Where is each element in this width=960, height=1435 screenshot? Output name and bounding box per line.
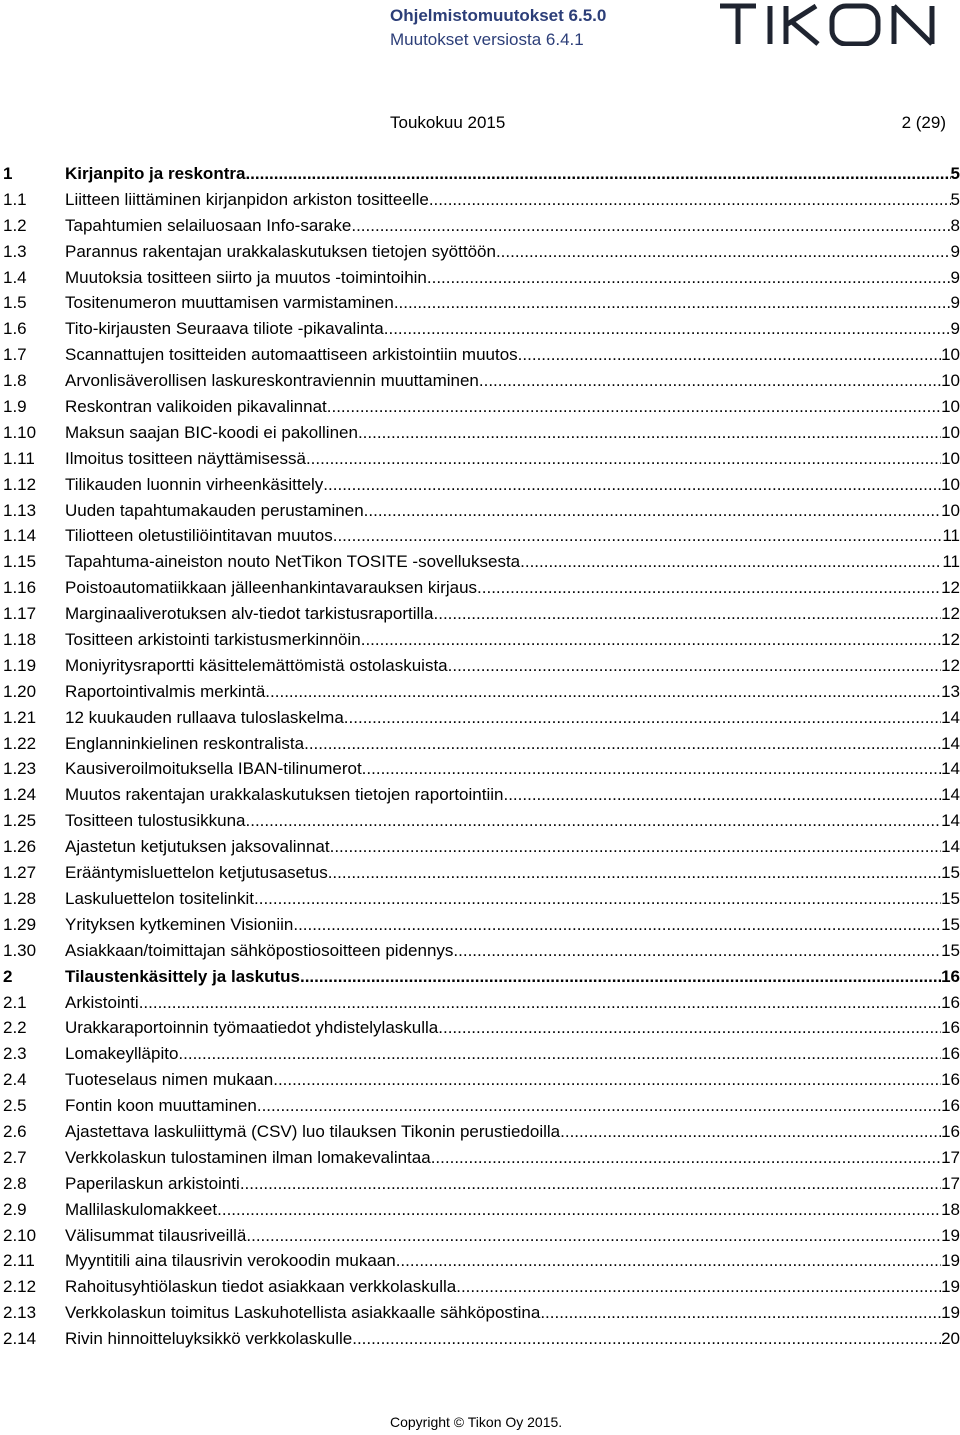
toc-entry[interactable] <box>3 549 960 575</box>
toc-entry[interactable] <box>3 265 960 291</box>
toc-entry-page[interactable]: 5 <box>950 189 960 209</box>
toc-dot-leader <box>240 1171 941 1197</box>
toc-entry-number: 1.16 <box>3 578 37 598</box>
toc-dot-leader <box>479 368 941 394</box>
table-of-contents <box>3 161 960 1352</box>
toc-entry-page[interactable]: 9 <box>950 293 960 313</box>
toc-entry-page[interactable]: 14 <box>941 759 960 779</box>
toc-entry-number: 2.14 <box>3 1329 37 1349</box>
toc-entry-number: 1.9 <box>3 397 27 417</box>
toc-entry[interactable] <box>3 239 960 265</box>
toc-entry-page[interactable]: 9 <box>950 267 960 287</box>
toc-entry[interactable] <box>3 1223 960 1249</box>
toc-dot-leader <box>453 938 941 964</box>
toc-entry-title[interactable]: Kirjanpito ja reskontra <box>65 164 246 183</box>
toc-entry-title[interactable]: Uuden tapahtumakauden perustaminen <box>65 500 364 520</box>
toc-entry[interactable] <box>3 886 960 912</box>
toc-dot-leader <box>254 886 941 912</box>
toc-entry-number: 1.4 <box>3 267 27 287</box>
toc-entry[interactable] <box>3 472 960 498</box>
toc-dot-leader <box>323 472 941 498</box>
toc-entry-number: 1.6 <box>3 319 27 339</box>
toc-entry[interactable] <box>3 342 960 368</box>
toc-entry-number: 1.12 <box>3 474 37 494</box>
toc-dot-leader <box>438 1015 941 1041</box>
copyright-notice: Copyright © Tikon Oy 2015. <box>390 1414 563 1430</box>
toc-entry[interactable] <box>3 782 960 808</box>
toc-entry-number: 2.11 <box>3 1251 35 1271</box>
toc-entry-page[interactable]: 14 <box>941 707 960 727</box>
toc-entry-number: 1.20 <box>3 681 37 701</box>
toc-entry[interactable] <box>3 1248 960 1274</box>
toc-dot-leader <box>327 394 941 420</box>
toc-entry-number: 1.30 <box>3 940 37 960</box>
toc-entry-number: 1.28 <box>3 888 37 908</box>
toc-entry-number: 2.7 <box>3 1147 27 1167</box>
toc-entry-number: 1.18 <box>3 630 37 650</box>
toc-entry-page[interactable]: 15 <box>941 863 960 883</box>
toc-entry-title[interactable]: Välisummat tilausriveillä <box>65 1225 247 1245</box>
toc-entry[interactable] <box>3 446 960 472</box>
toc-dot-leader <box>520 549 942 575</box>
toc-entry[interactable] <box>3 1171 960 1197</box>
toc-entry-page[interactable]: 20 <box>941 1329 960 1349</box>
toc-dot-leader <box>304 731 941 757</box>
toc-dot-leader <box>362 756 941 782</box>
toc-entry-page[interactable]: 16 <box>941 1070 960 1090</box>
toc-entry[interactable] <box>3 808 960 834</box>
toc-dot-leader <box>448 653 941 679</box>
toc-dot-leader <box>344 705 941 731</box>
tikon-logo <box>718 2 940 46</box>
document-subtitle: Muutokset versiosta 6.4.1 <box>390 30 584 49</box>
toc-entry-title[interactable]: Maksun saajan BIC-koodi ei pakollinen <box>65 422 358 442</box>
toc-entry-title[interactable]: Tuoteselaus nimen mukaan <box>65 1070 274 1090</box>
toc-entry-title[interactable]: 12 kuukauden rullaava tuloslaskelma <box>65 707 344 727</box>
toc-entry-title[interactable]: Tapahtumien selailuosaan Info-sarake. <box>65 215 357 235</box>
toc-entry[interactable] <box>3 420 960 446</box>
toc-entry-page[interactable]: 19 <box>941 1225 960 1245</box>
toc-entry-page[interactable]: 8 <box>950 215 960 235</box>
toc-entry-title[interactable]: Yrityksen kytkeminen Visioniin <box>65 914 294 934</box>
toc-entry-page[interactable]: 18 <box>941 1199 960 1219</box>
toc-entry-page[interactable]: 11 <box>942 552 960 572</box>
toc-entry-title[interactable]: Lomakeylläpito <box>65 1044 179 1064</box>
toc-entry-number: 1.2 <box>3 215 27 235</box>
toc-entry-page[interactable]: 12 <box>941 604 960 624</box>
toc-entry-title[interactable]: Laskuluettelon tositelinkit <box>65 888 255 908</box>
toc-entry-title[interactable]: Erääntymisluettelon ketjutusasetus <box>65 863 328 883</box>
toc-entry[interactable] <box>3 938 960 964</box>
toc-entry[interactable] <box>3 213 960 239</box>
toc-entry[interactable] <box>3 653 960 679</box>
toc-entry-number: 1.3 <box>3 241 27 261</box>
toc-entry-title[interactable]: Fontin koon muuttaminen <box>65 1096 257 1116</box>
toc-entry-number: 2.12 <box>3 1277 37 1297</box>
toc-entry-number: 1.22 <box>3 733 37 753</box>
toc-entry[interactable] <box>3 1067 960 1093</box>
toc-entry-page[interactable]: 9 <box>950 241 960 261</box>
toc-entry-title[interactable]: Tiliotteen oletustiliöintitavan muutos <box>65 526 333 546</box>
toc-dot-leader <box>477 575 941 601</box>
toc-entry-title[interactable]: Englanninkielinen reskontralista <box>65 733 305 753</box>
toc-dot-leader <box>396 1248 941 1274</box>
toc-dot-leader <box>246 1223 941 1249</box>
toc-entry[interactable] <box>3 990 960 1016</box>
toc-entry[interactable] <box>3 368 960 394</box>
toc-entry[interactable] <box>3 1041 960 1067</box>
toc-entry[interactable] <box>3 1300 960 1326</box>
toc-dot-leader <box>217 1197 941 1223</box>
toc-entry-page[interactable]: 12 <box>941 578 960 598</box>
toc-entry[interactable] <box>3 1015 960 1041</box>
toc-dot-leader <box>293 912 941 938</box>
toc-entry-number: 1.27 <box>3 863 37 883</box>
toc-entry-page[interactable]: 10 <box>941 474 960 494</box>
toc-entry-title[interactable]: Rivin hinnoitteluyksikkö verkkolaskulle <box>65 1329 353 1349</box>
toc-entry[interactable] <box>3 1197 960 1223</box>
toc-entry-number: 2.5 <box>3 1096 27 1116</box>
toc-entry-title[interactable]: Kausiveroilmoituksella IBAN-tilinumerot <box>65 759 362 779</box>
toc-entry[interactable] <box>3 161 960 187</box>
toc-entry-title[interactable]: Marginaaliverotuksen alv-tiedot tarkistusraportilla <box>65 604 434 624</box>
toc-dot-leader <box>306 446 941 472</box>
toc-entry-number: 1.5 <box>3 293 27 313</box>
toc-entry-number: 1 <box>3 164 13 183</box>
toc-entry-page[interactable]: 14 <box>941 811 960 831</box>
toc-entry[interactable] <box>3 575 960 601</box>
toc-entry[interactable] <box>3 860 960 886</box>
toc-entry-title[interactable]: Ajastetun ketjutuksen jaksovalinnat <box>65 837 330 857</box>
toc-dot-leader <box>352 1326 941 1352</box>
toc-dot-leader <box>328 860 941 886</box>
toc-entry[interactable] <box>3 679 960 705</box>
toc-entry-page[interactable]: 10 <box>941 371 960 391</box>
toc-dot-leader <box>427 265 951 291</box>
toc-entry-title[interactable]: Paperilaskun arkistointi <box>65 1173 240 1193</box>
toc-entry-number: 1.13 <box>3 500 37 520</box>
toc-dot-leader <box>245 161 950 187</box>
toc-entry-title[interactable]: Poistoautomatiikkaan jälleenhankintavarauksen kirjaus <box>65 578 478 598</box>
toc-entry[interactable] <box>3 601 960 627</box>
toc-entry-number: 1.8 <box>3 371 27 391</box>
toc-entry-title[interactable]: Muutoksia tositteen siirto ja muutos -toimintoihin <box>65 267 427 287</box>
toc-dot-leader <box>518 342 941 368</box>
toc-entry-page[interactable]: 19 <box>941 1277 960 1297</box>
toc-entry-number: 1.24 <box>3 785 37 805</box>
toc-dot-leader <box>139 990 941 1016</box>
toc-entry-title[interactable]: Tositenumeron muuttamisen varmistaminen <box>65 293 394 313</box>
toc-entry-number: 2 <box>3 966 13 986</box>
toc-entry-title[interactable]: Raportointivalmis merkintä <box>65 681 266 701</box>
toc-entry-page[interactable]: 9 <box>950 319 960 339</box>
toc-entry-title[interactable]: Asiakkaan/toimittajan sähköpostiosoitteen pidennys <box>65 940 454 960</box>
toc-entry-title[interactable]: Ilmoitus tositteen näyttämisessä <box>65 448 306 468</box>
toc-entry[interactable] <box>3 756 960 782</box>
toc-entry-title[interactable]: Tositteen arkistointi tarkistusmerkinnöin <box>65 630 361 650</box>
toc-dot-leader <box>356 213 950 239</box>
toc-entry-number: 2.4 <box>3 1070 27 1090</box>
toc-entry[interactable] <box>3 834 960 860</box>
toc-entry[interactable] <box>3 731 960 757</box>
toc-entry-number: 2.6 <box>3 1121 27 1141</box>
toc-dot-leader <box>503 782 941 808</box>
toc-entry[interactable] <box>3 523 960 549</box>
toc-dot-leader <box>540 1300 941 1326</box>
toc-entry-number: 1.11 <box>3 448 35 468</box>
toc-dot-leader <box>394 290 951 316</box>
toc-entry-page[interactable]: 16 <box>941 1121 960 1141</box>
toc-entry-number: 1.10 <box>3 422 37 442</box>
toc-entry-title[interactable]: Myyntitili aina tilausrivin verokoodin mukaan <box>65 1251 396 1271</box>
toc-entry-number: 1.7 <box>3 345 27 365</box>
toc-entry-title[interactable]: Tositteen tulostusikkuna <box>65 811 246 831</box>
toc-entry-number: 2.8 <box>3 1173 27 1193</box>
toc-entry-page[interactable]: 12 <box>941 655 960 675</box>
toc-dot-leader <box>434 601 942 627</box>
toc-entry-number: 2.10 <box>3 1225 37 1245</box>
toc-entry-title[interactable]: Urakkaraportoinnin työmaatiedot yhdistelylaskulla <box>65 1018 439 1038</box>
toc-entry-number: 2.1 <box>3 992 27 1012</box>
toc-dot-leader <box>265 679 941 705</box>
toc-entry-number: 1.25 <box>3 811 37 831</box>
toc-entry-number: 2.13 <box>3 1303 37 1323</box>
toc-entry-title[interactable]: Arvonlisäverollisen laskureskontraviennin muuttaminen <box>65 371 479 391</box>
toc-entry-page[interactable]: 16 <box>941 1018 960 1038</box>
toc-dot-leader <box>456 1274 941 1300</box>
toc-dot-leader <box>560 1119 941 1145</box>
toc-entry[interactable] <box>3 1326 960 1352</box>
toc-entry[interactable] <box>3 627 960 653</box>
toc-entry-page[interactable]: 14 <box>941 837 960 857</box>
toc-dot-leader <box>300 964 941 990</box>
toc-entry-page[interactable]: 13 <box>941 681 960 701</box>
toc-entry-number: 2.2 <box>3 1018 27 1038</box>
toc-entry-page[interactable]: 19 <box>941 1303 960 1323</box>
toc-entry-number: 1.15 <box>3 552 37 572</box>
toc-entry-title[interactable]: Verkkolaskun toimitus Laskuhotellista asiakkaalle sähköpostina <box>65 1303 541 1323</box>
toc-entry-page[interactable]: 10 <box>941 448 960 468</box>
toc-entry-title[interactable]: Moniyritysraportti käsittelemättömistä ostolaskuista <box>65 655 448 675</box>
toc-entry-page[interactable]: 16 <box>941 966 960 986</box>
toc-entry-page[interactable]: 15 <box>941 888 960 908</box>
toc-entry[interactable] <box>3 912 960 938</box>
toc-entry-page[interactable]: 10 <box>941 422 960 442</box>
toc-dot-leader <box>384 316 951 342</box>
toc-entry-title[interactable]: Parannus rakentajan urakkalaskutuksen tietojen syöttöön <box>65 241 496 261</box>
toc-entry-title[interactable]: Tilaustenkäsittely ja laskutus <box>65 966 300 986</box>
toc-entry-number: 2.9 <box>3 1199 27 1219</box>
toc-entry-number: 1.26 <box>3 837 37 857</box>
toc-entry-title[interactable]: Ajastettava laskuliittymä (CSV) luo tilauksen Tikonin perustiedoilla <box>65 1121 561 1141</box>
toc-entry[interactable] <box>3 1119 960 1145</box>
toc-entry-title[interactable]: Liitteen liittäminen kirjanpidon arkiston tositteelle <box>65 189 429 209</box>
toc-entry-title[interactable]: Tapahtuma-aineiston nouto NetTikon TOSITE -sovelluksesta <box>65 552 521 572</box>
toc-entry-page[interactable]: 10 <box>941 500 960 520</box>
toc-entry[interactable] <box>3 187 960 213</box>
toc-entry-title[interactable]: Tilikauden luonnin virheenkäsittely <box>65 474 324 494</box>
toc-entry-title[interactable]: Reskontran valikoiden pikavalinnat <box>65 397 327 417</box>
toc-entry-page[interactable]: 16 <box>941 1096 960 1116</box>
toc-entry[interactable] <box>3 1145 960 1171</box>
toc-entry[interactable] <box>3 705 960 731</box>
toc-entry-page[interactable]: 12 <box>941 630 960 650</box>
toc-entry-number: 1.14 <box>3 526 37 546</box>
toc-entry[interactable] <box>3 290 960 316</box>
toc-entry-page[interactable]: 15 <box>941 940 960 960</box>
toc-entry-page[interactable]: 15 <box>941 914 960 934</box>
toc-entry[interactable] <box>3 316 960 342</box>
toc-dot-leader <box>330 834 941 860</box>
toc-entry-page[interactable]: 17 <box>941 1147 960 1167</box>
toc-entry-page[interactable]: 17 <box>941 1173 960 1193</box>
toc-entry-number: 1.1 <box>3 189 27 209</box>
toc-entry-page[interactable]: 16 <box>941 1044 960 1064</box>
toc-entry-number: 1.17 <box>3 604 37 624</box>
toc-entry-number: 1.23 <box>3 759 37 779</box>
toc-dot-leader <box>358 420 941 446</box>
toc-dot-leader <box>361 627 941 653</box>
toc-entry-page[interactable]: 11 <box>942 526 960 546</box>
toc-entry-page[interactable]: 14 <box>941 785 960 805</box>
document-title: Ohjelmistomuutokset 6.5.0 <box>390 6 607 25</box>
toc-entry-page[interactable]: 19 <box>941 1251 960 1271</box>
toc-entry-number: 1.29 <box>3 914 37 934</box>
toc-dot-leader <box>431 1145 941 1171</box>
toc-entry-title[interactable]: Tito-kirjausten Seuraava tiliote -pikavalinta <box>65 319 384 339</box>
toc-entry[interactable] <box>3 964 960 990</box>
toc-entry-number: 1.21 <box>3 707 37 727</box>
toc-entry[interactable] <box>3 1274 960 1300</box>
toc-entry-title[interactable]: Verkkolaskun tulostaminen ilman lomakevalintaa <box>65 1147 431 1167</box>
toc-dot-leader <box>333 523 943 549</box>
toc-dot-leader <box>246 808 942 834</box>
toc-entry-title[interactable]: Muutos rakentajan urakkalaskutuksen tietojen raportointiin <box>65 785 504 805</box>
toc-entry[interactable] <box>3 1093 960 1119</box>
toc-entry[interactable] <box>3 498 960 524</box>
toc-entry-number: 1.19 <box>3 655 37 675</box>
toc-entry-page[interactable]: 16 <box>941 992 960 1012</box>
toc-entry-page[interactable]: 10 <box>941 345 960 365</box>
document-header <box>390 4 650 52</box>
toc-entry-page[interactable]: 10 <box>941 397 960 417</box>
toc-dot-leader <box>429 187 951 213</box>
toc-dot-leader <box>364 498 941 524</box>
toc-entry-page[interactable]: 5 <box>950 164 960 183</box>
page-number: 2 (29) <box>901 113 946 132</box>
toc-entry-title[interactable]: Rahoitusyhtiölaskun tiedot asiakkaan verkkolaskulla <box>65 1277 457 1297</box>
toc-entry[interactable] <box>3 394 960 420</box>
toc-dot-leader <box>496 239 951 265</box>
toc-entry-number: 2.3 <box>3 1044 27 1064</box>
document-date: Toukokuu 2015 <box>390 113 506 132</box>
toc-dot-leader <box>257 1093 941 1119</box>
toc-entry-title[interactable]: Mallilaskulomakkeet <box>65 1199 218 1219</box>
toc-entry-title[interactable]: Scannattujen tositteiden automaattiseen arkistointiin muutos <box>65 345 518 365</box>
toc-entry-title[interactable]: Arkistointi <box>65 992 139 1012</box>
toc-dot-leader <box>178 1041 941 1067</box>
toc-dot-leader <box>273 1067 941 1093</box>
toc-entry-page[interactable]: 14 <box>941 733 960 753</box>
